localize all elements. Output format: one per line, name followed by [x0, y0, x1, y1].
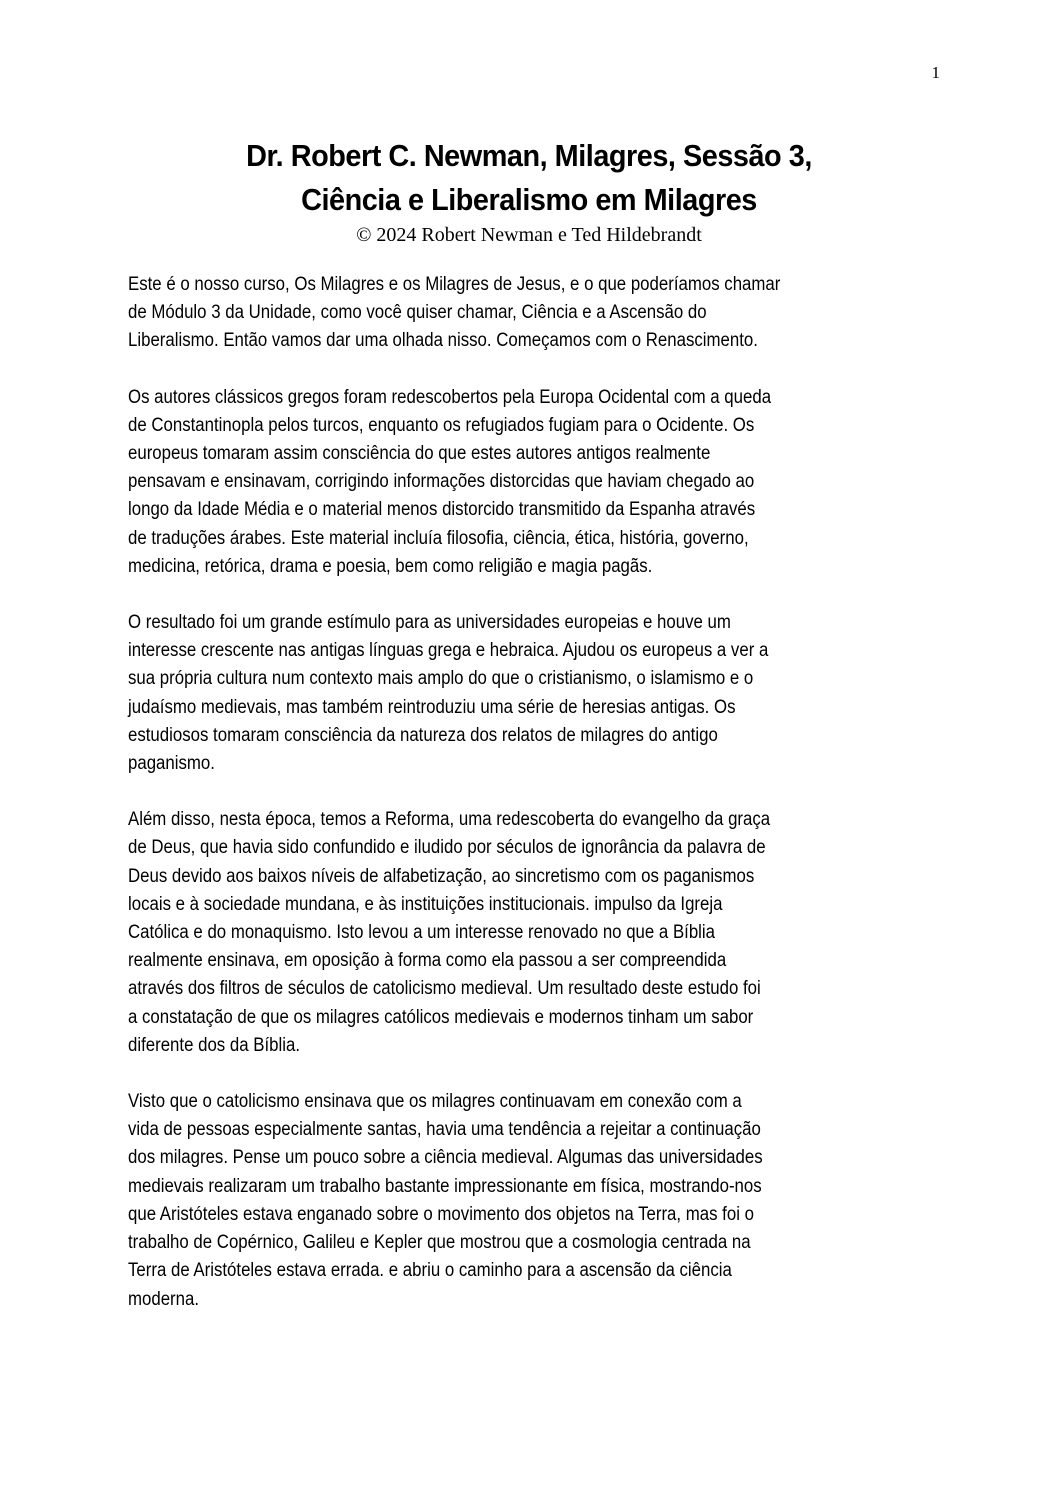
document-title-line-1: Dr. Robert C. Newman, Milagres, Sessão 3,: [246, 138, 812, 173]
paragraph-5: [128, 1088, 1008, 1314]
text-line: pensavam e ensinavam, corrigindo informações distorcidas que haviam chegado ao: [128, 471, 755, 493]
text-line: diferente dos da Bíblia.: [128, 1034, 301, 1056]
text-line: Católica e do monaquismo. Isto levou a um interesse renovado no que a Bíblia: [128, 922, 716, 944]
text-line: sua própria cultura num contexto mais amplo do que o cristianismo, o islamismo e o: [128, 668, 754, 690]
text-line: que Aristóteles estava enganado sobre o movimento dos objetos na Terra, mas foi o: [128, 1203, 754, 1225]
text-line: de traduções árabes. Este material incluía filosofia, ciência, ética, história, governo,: [128, 527, 749, 549]
document-title-line-2: Ciência e Liberalismo em Milagres: [301, 182, 757, 217]
text-line: estudiosos tomaram consciência da natureza dos relatos de milagres do antigo: [128, 724, 718, 746]
text-line: Este é o nosso curso, Os Milagres e os Milagres de Jesus, e o que poderíamos chamar: [128, 274, 781, 295]
document-header: [0, 134, 1058, 248]
page-number: 1: [931, 63, 940, 82]
text-line: longo da Idade Média e o material menos distorcido transmitido da Espanha através: [128, 499, 756, 521]
text-line: realmente ensinava, em oposição à forma como ela passou a ser compreendida: [128, 950, 727, 972]
text-line: O resultado foi um grande estímulo para as universidades europeias e houve um: [128, 612, 731, 634]
text-line: Visto que o catolicismo ensinava que os milagres continuavam em conexão com a: [128, 1091, 742, 1113]
text-line: a constatação de que os milagres católicos medievais e modernos tinham um sabor: [128, 1006, 754, 1028]
text-line: trabalho de Copérnico, Galileu e Kepler que mostrou que a cosmologia centrada na: [128, 1232, 751, 1254]
text-line: de Deus, que havia sido confundido e iludido por séculos de ignorância da palavra de: [128, 837, 766, 859]
text-line: medicina, retórica, drama e poesia, bem como religião e magia pagãs.: [128, 555, 653, 577]
text-line: judaísmo medievais, mas também reintroduziu uma série de heresias antigas. Os: [128, 696, 736, 718]
paragraph-4: [128, 806, 1008, 1060]
copyright-notice: © 2024 Robert Newman e Ted Hildebrandt: [356, 224, 702, 246]
document-body: [128, 271, 1008, 1342]
text-line: de Módulo 3 da Unidade, como você quiser chamar, Ciência e a Ascensão do: [128, 302, 707, 324]
text-line: interesse crescente nas antigas línguas grega e hebraica. Ajudou os europeus a ver a: [128, 640, 769, 662]
paragraph-2: [128, 384, 1008, 581]
text-line: dos milagres. Pense um pouco sobre a ciência medieval. Algumas das universidades: [128, 1147, 763, 1169]
text-line: vida de pessoas especialmente santas, havia uma tendência a rejeitar a continuação: [128, 1119, 761, 1141]
text-line: através dos filtros de séculos de catolicismo medieval. Um resultado deste estudo foi: [128, 978, 761, 1000]
paragraph-1: [128, 271, 1008, 356]
text-line: medievais realizaram um trabalho bastante impressionante em física, mostrando-nos: [128, 1175, 762, 1197]
text-line: de Constantinopla pelos turcos, enquanto os refugiados fugiam para o Ocidente. Os: [128, 414, 755, 436]
text-line: Além disso, nesta época, temos a Reforma, uma redescoberta do evangelho da graça: [128, 809, 771, 831]
text-line: locais e à sociedade mundana, e às instituições institucionais. impulso da Igreja: [128, 893, 723, 915]
text-line: Liberalismo. Então vamos dar uma olhada nisso. Começamos com o Renascimento.: [128, 330, 758, 352]
paragraph-3: [128, 609, 1008, 778]
text-line: Os autores clássicos gregos foram redescobertos pela Europa Ocidental com a queda: [128, 386, 772, 408]
text-line: moderna.: [128, 1288, 200, 1310]
text-line: paganismo.: [128, 753, 215, 775]
text-line: europeus tomaram assim consciência do que estes autores antigos realmente: [128, 443, 711, 465]
text-line: Terra de Aristóteles estava errada. e abriu o caminho para a ascensão da ciência: [128, 1260, 732, 1282]
text-line: Deus devido aos baixos níveis de alfabetização, ao sincretismo com os paganismos: [128, 865, 755, 887]
